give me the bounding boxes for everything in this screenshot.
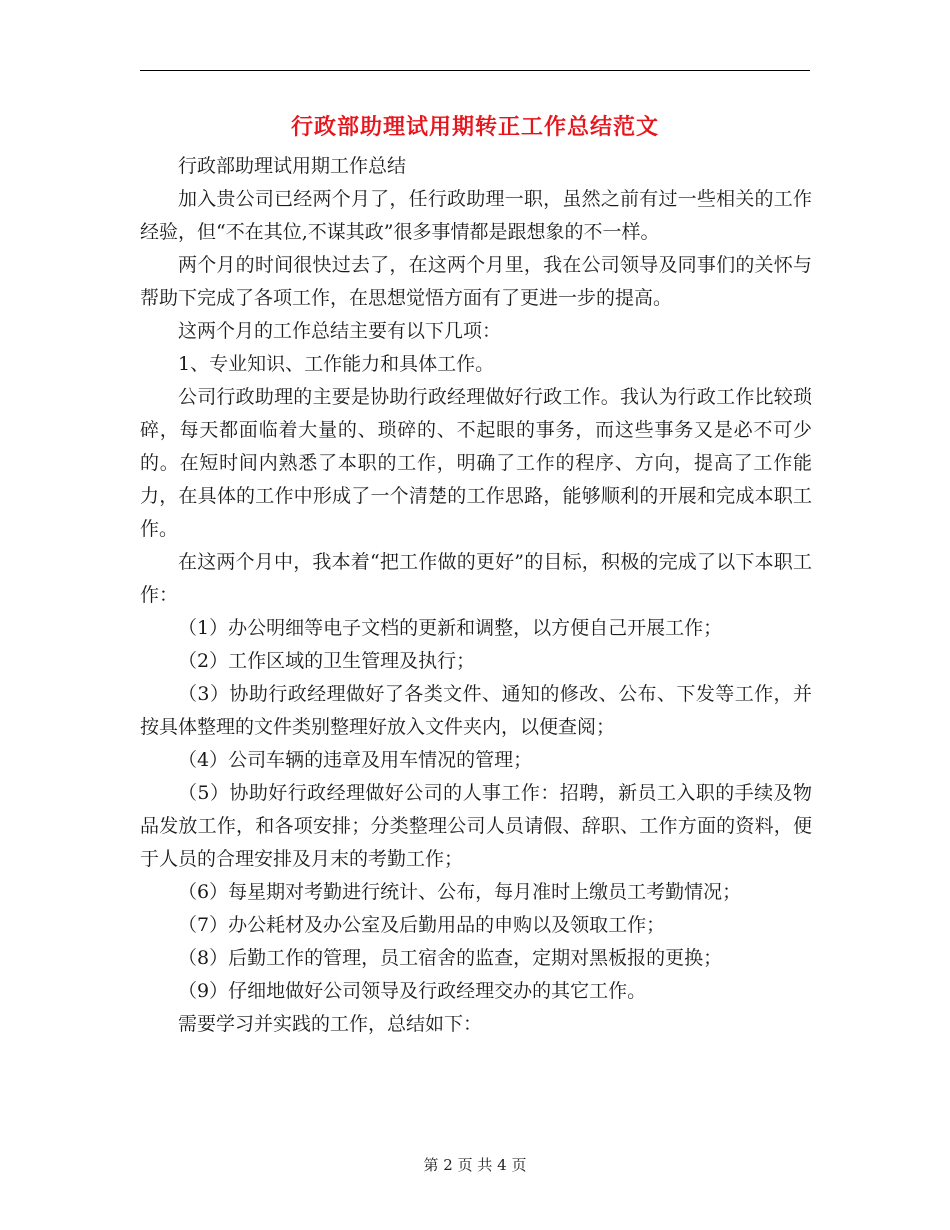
paragraph: 这两个月的工作总结主要有以下几项： [178, 320, 502, 342]
list-item: （2）工作区域的卫生管理及执行； [178, 650, 476, 672]
list-item: （8）后勤工作的管理，员工宿舍的监查，定期对黑板报的更换； [178, 947, 723, 969]
paragraph: 1、专业知识、工作能力和具体工作。 [178, 353, 495, 375]
paragraph: 在这两个月中，我本着“把工作做的更好”的目标，积极的完成了以下本职工作： [140, 551, 812, 606]
list-item: （4）公司车辆的违章及用车情况的管理； [178, 749, 533, 771]
paragraph: 行政部助理试用期工作总结 [178, 155, 407, 177]
page-number-footer: 第 2 页 共 4 页 [423, 1156, 527, 1174]
list-item: （9）仔细地做好公司领导及行政经理交办的其它工作。 [178, 980, 647, 1002]
list-item: （3）协助行政经理做好了各类文件、通知的修改、公布、下发等工作，并按具体整理的文件类别整理好放入文件夹内，以便查阅； [140, 683, 812, 738]
paragraph: 两个月的时间很快过去了，在这两个月里，我在公司领导及同事们的关怀与帮助下完成了各项工作，在思想觉悟方面有了更进一步的提高。 [140, 254, 812, 309]
list-item: （1）办公明细等电子文档的更新和调整，以方便自己开展工作； [178, 617, 723, 639]
list-item: （7）办公耗材及办公室及后勤用品的申购以及领取工作； [178, 914, 666, 936]
paragraph: 公司行政助理的主要是协助行政经理做好行政工作。我认为行政工作比较琐碎，每天都面临着大量的、琐碎的、不起眼的事务，而这些事务又是必不可少的。在短时间内熟悉了本职的工作，明确了工作的程序、方向，提高了工作能力，在具体的工作中形成了一个清楚的工作思路，能够顺利的开展和完成本职工作。 [140, 386, 812, 540]
header-rule [140, 70, 810, 71]
paragraph: 加入贵公司已经两个月了，任行政助理一职，虽然之前有过一些相关的工作经验，但“不在其位,不谋其政”很多事情都是跟想象的不一样。 [140, 188, 812, 243]
document-body [140, 150, 812, 1041]
list-item: （5）协助好行政经理做好公司的人事工作：招聘，新员工入职的手续及物品发放工作，和各项安排；分类整理公司人员请假、辞职、工作方面的资料，便于人员的合理安排及月末的考勤工作； [140, 782, 812, 870]
document-title: 行政部助理试用期转正工作总结范文 [290, 114, 659, 140]
list-item: （6）每星期对考勤进行统计、公布，每月准时上缴员工考勤情况； [178, 881, 742, 903]
paragraph: 需要学习并实践的工作，总结如下： [178, 1013, 483, 1035]
